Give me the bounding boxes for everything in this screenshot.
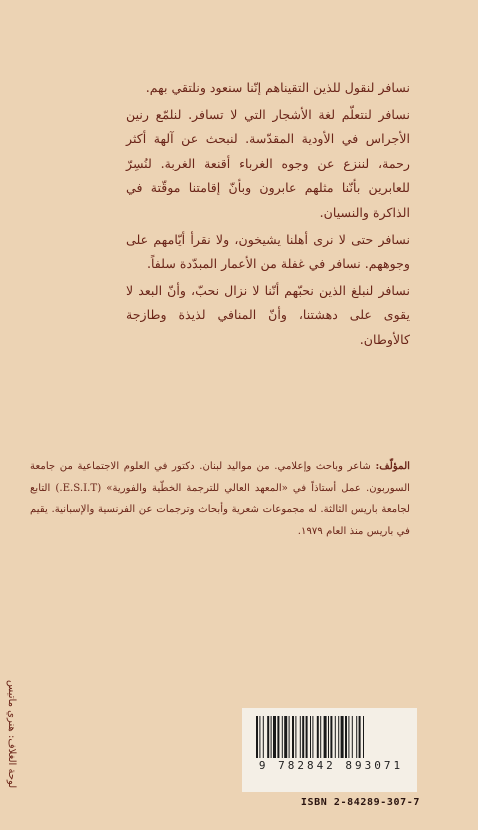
poem-paragraph: نسافر لنتعلّم لغة الأشجار التي لا تسافر. لنلمّع رنين الأجراس في الأودية المقدّسة. لنبحث عن آلهة أكثر رحمة، لننزع عن وجوه الغرباء أقنعة الغربة. لنُسِرّ للعابرين بأنّنا مثلهم عابرون وبأنّ إقامتنا موقّتة في الذاكرة والنسيان.: [126, 106, 410, 220]
barcode-digits: 9 782842 893071: [258, 759, 404, 772]
poem-paragraph: نسافر حتى لا نرى أهلنا يشيخون، ولا نقرأ أيّامهم على وجوههم. نسافر في غفلة من الأعمار المبدّدة سلفاً.: [126, 231, 410, 272]
barcode-panel: [242, 708, 417, 792]
poem-paragraph: نسافر لنبلغ الذين نحبّهم أنّنا لا نزال نحبّ، وأنّ البعد لا يقوى على دهشتنا، وأنّ المنافي لذيذة وطازجة كالأوطان.: [126, 282, 410, 347]
author-bio-text: شاعر وباحث وإعلامي. من مواليد لبنان. دكتور في العلوم الاجتماعية من جامعة السوربون. عمل أستاذاً في «المعهد العالي للترجمة الخطّية والفورية» (E.S.I.T.) التابع لجامعة باريس الثالثة. له مجموعات شعرية وأبحاث وترجمات عن الفرنسية والإسبانية. يقيم في باريس منذ العام ١٩٧٩.: [30, 461, 410, 537]
barcode-icon: [254, 716, 406, 758]
isbn-number: ISBN 2-84289-307-7: [300, 797, 420, 808]
author-label: المؤلّف:: [375, 460, 410, 472]
cover-credit: لوحة الغلاف: هنري ماتيس: [6, 680, 17, 789]
author-bio: [30, 456, 410, 542]
poem-paragraph: نسافر لنقول للذين التقيناهم إنّنا سنعود ونلتقي بهم.: [145, 80, 410, 95]
poem-text: [126, 76, 410, 355]
